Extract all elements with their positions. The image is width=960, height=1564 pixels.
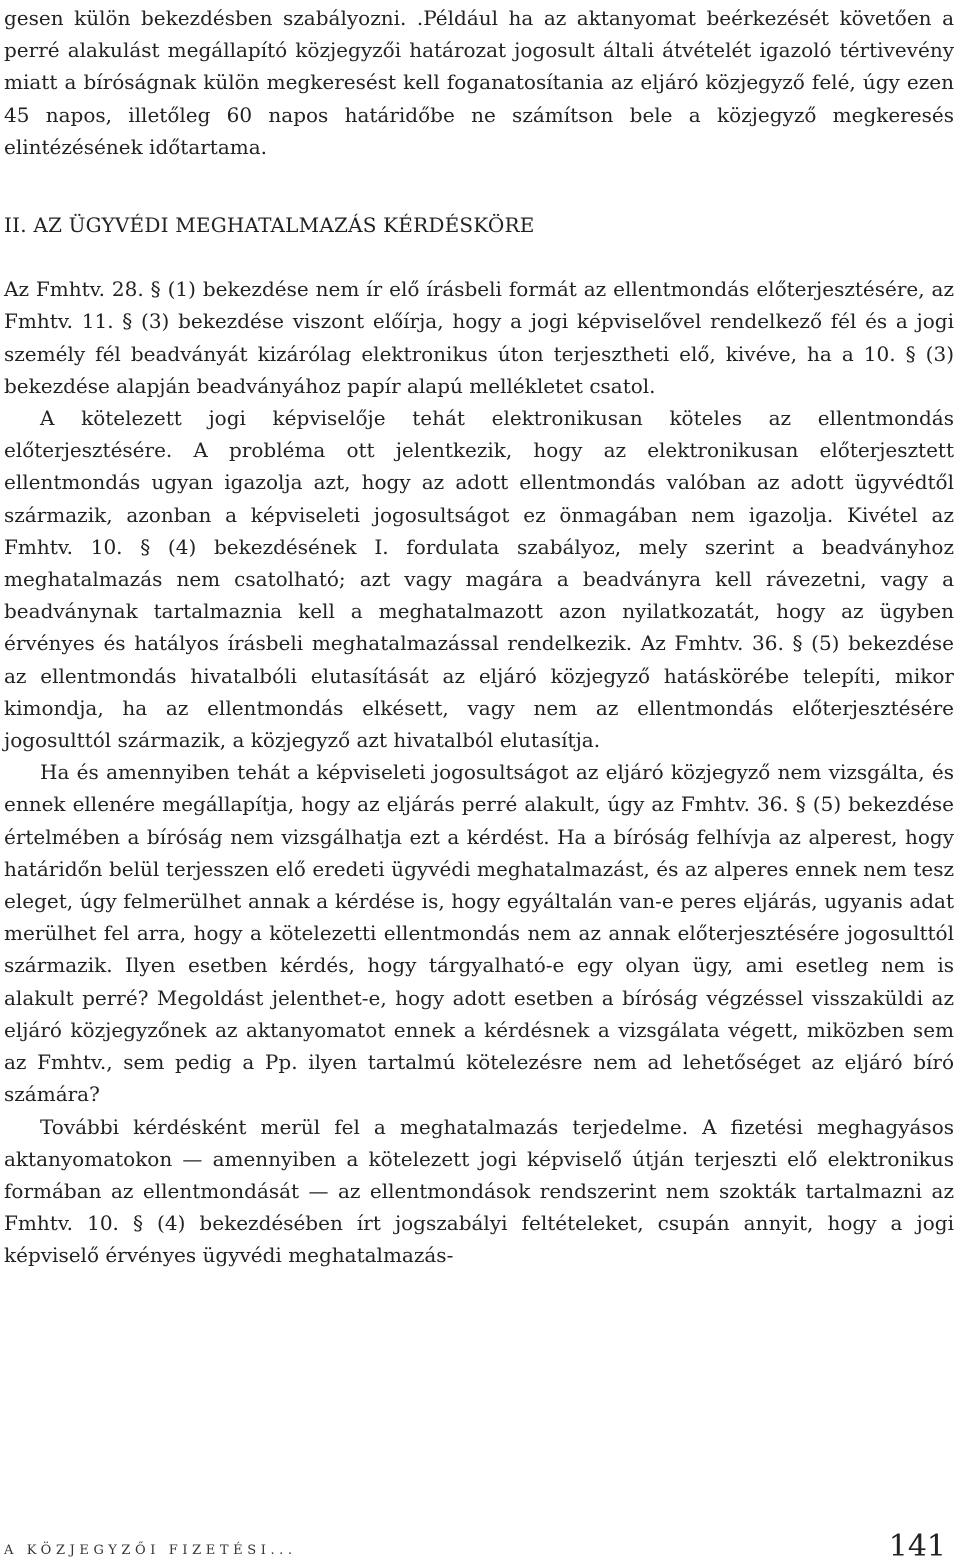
section-heading: II. AZ ÜGYVÉDI MEGHATALMAZÁS KÉRDÉSKÖRE [4,213,535,238]
document-body [4,2,954,1272]
paragraph-3: A kötelezett jogi képviselője tehát elektronikusan köteles az ellentmondás előterjesztésére. A probléma ott jelentkezik, hogy az elektronikusan előterjesztett ellentmondás ugyan igazolja azt, hogy az adott ellentmondás valóban az adott ügyvédtől származik, azonban a képviseleti jogosultságot ez önmagában nem igazolja. Kivétel az Fmhtv. 10. § (4) bekezdésének I. fordulata szabályoz, mely szerint a beadványhoz meghatalmazás nem csatolható; azt vagy magára a beadványra kell rávezetni, vagy a beadványnak tartalmaznia kell a meghatalmazott azon nyilatkozatát, hogy az ügyben érvényes és hatályos írásbeli meghatalmazással rendelkezik. Az Fmhtv. 36. § (5) bekezdése az ellentmondás hivatalbóli elutasítását az eljáró közjegyző hatáskörébe telepíti, mikor kimondja, ha az ellentmondás elkésett, vagy nem az ellentmondás előterjesztésére jogosulttól származik, a közjegyző azt hivatalból elutasítja. [4,406,954,753]
page-footer [4,1518,946,1564]
paragraph-5: További kérdésként merül fel a meghatalmazás terjedelme. A fizetési meghagyásos aktanyomatokon — amennyiben a kötelezett jogi képviselő útján terjeszti elő elektronikus formában az ellentmondását — az ellentmondások rendszerint nem szokták tartalmazni az Fmhtv. 10. § (4) bekezdésében írt jogszabályi feltételeket, csupán annyit, hogy a jogi képviselő érvényes ügyvédi meghatalmazás- [4,1114,954,1268]
paragraph-4: Ha és amennyiben tehát a képviseleti jogosultságot az eljáró közjegyző nem vizsgálta, és ennek ellenére megállapítja, hogy az eljárás perré alakult, úgy az Fmhtv. 36. § (5) bekezdése értelmében a bíróság nem vizsgálhatja ezt a kérdést. Ha a bíróság felhívja az alperest, hogy határidőn belül terjesszen elő eredeti ügyvédi meghatalmazást, és az alperes ennek nem tesz eleget, úgy felmerülhet annak a kérdése is, hogy egyáltalán van-e peres eljárás, ugyanis adat merülhet fel arra, hogy a kötelezetti ellentmondás nem az annak előterjesztésére jogosulttól származik. Ilyen esetben kérdés, hogy tárgyalható-e egy olyan ügy, ami esetleg nem is alakult perré? Megoldást jelenthet-e, hogy adott esetben a bíróság végzéssel visszaküldi az eljáró közjegyzőnek az aktanyomatot ennek a kérdésnek a vizsgálata végett, miközben sem az Fmhtv., sem pedig a Pp. ilyen tartalmú kötelezésre nem ad lehetőséget az eljáró bíró számára? [4,760,954,1107]
running-head: A KÖZJEGYZŐI FIZETÉSI... [4,1543,297,1558]
paragraph-2: Az Fmhtv. 28. § (1) bekezdése nem ír elő írásbeli formát az ellentmondás előterjesztésére, az Fmhtv. 11. § (3) bekezdése viszont előírja, hogy a jogi képviselővel rendelkező fél és a jogi személy fél beadványát kizárólag elektronikus úton terjesztheti elő, kivéve, ha a 10. § (3) bekezdése alapján beadványához papír alapú mellékletet csatol. [4,277,954,398]
paragraph-1: gesen külön bekezdésben szabályozni. .Például ha az aktanyomat beérkezését követően a perré alakulást megállapító közjegyzői határozat jogosult általi átvételét igazoló tértivevény miatt a bíróságnak külön megkeresést kell foganatosítania az eljáró közjegyző felé, úgy ezen 45 napos, illetőleg 60 napos határidőbe ne számítson bele a közjegyző megkeresés elintézésének időtartama. [4,6,954,159]
page-number: 141 [888,1529,946,1564]
